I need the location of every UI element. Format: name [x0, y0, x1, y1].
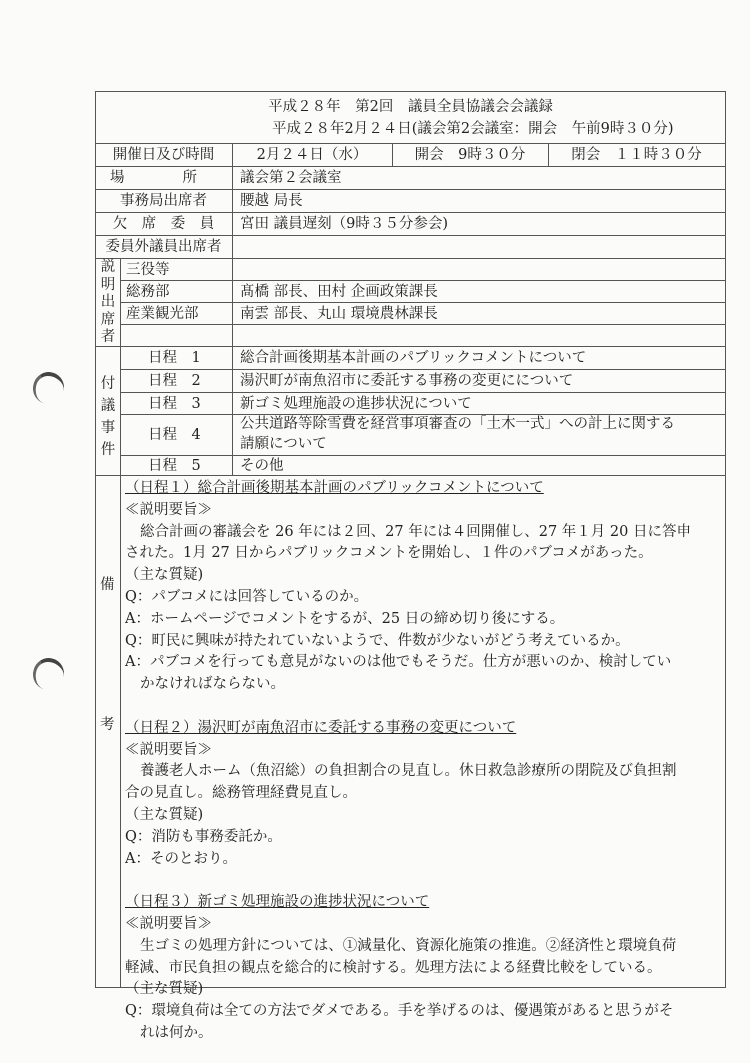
absent-value: 宮田 議員遅刻（9時３５分参会) [240, 216, 448, 232]
agenda-side-label: 付 議 事 件 [100, 376, 116, 458]
close-time: 閉会 １１時３０分 [571, 147, 702, 163]
question: Q：パブコメには回答しているのか。 [125, 588, 369, 605]
office-label: 事務局出席者 [120, 193, 207, 209]
section-heading: （日程１）総合計画後期基本計画のパブリックコメントについて [125, 480, 544, 496]
agenda-number: 日程 5 [148, 458, 201, 474]
remarks-side-label: 備 [100, 577, 115, 593]
absent-label: 欠 席 委 員 [112, 216, 215, 232]
place-label: 場 所 [110, 170, 197, 186]
agenda-topic: 公共道路等除雪費を経営事項審査の「土木一式」への計上に関する [240, 416, 675, 432]
agenda-topic: 湯沢町が南魚沼市に委託する事務の変更にについて [240, 373, 574, 389]
question: Q：環境負荷は全ての方法でダメである。手を挙げるのは、優遇策があると思うがそ [125, 1003, 674, 1020]
qa-label: （主な質疑) [125, 567, 204, 584]
explainers-side-label: 説 明 出 席 者 [100, 259, 116, 345]
summary-text: 総合計画の審議会を 26 年には２回、27 年には４回開催し、27 年１月 20 日に答申 [140, 523, 691, 540]
answer: A：ホームページでコメントをするが、25 日の締め切り後にする。 [125, 610, 565, 627]
qa-label: （主な質疑) [125, 981, 204, 998]
agenda-number: 日程 4 [148, 427, 201, 443]
summary-text: 合の見直し。総務管理経費見直し。 [125, 785, 357, 802]
explainer-names: 南雲 部長、丸山 環境農林課長 [240, 306, 438, 322]
agenda-topic: 総合計画後期基本計画のパブリックコメントについて [240, 350, 587, 366]
summary-text: 生ゴミの処理方針については、①減量化、資源化施策の推進。②経済性と環境負荷 [140, 937, 677, 954]
qa-label: （主な質疑) [125, 806, 204, 823]
office-value: 腰越 局長 [240, 193, 303, 209]
open-time: 開会 9時３０分 [414, 147, 526, 163]
summary-text: された。1月 27 日からパブリックコメントを開始し、１件のパブコメがあった。 [125, 545, 653, 562]
section-heading: （日程３）新ゴミ処理施設の進捗状況について [125, 894, 430, 911]
date-value: 2月２４日（水） [256, 147, 368, 163]
remarks-side-label: 考 [100, 717, 115, 733]
agenda-number: 日程 3 [148, 396, 201, 412]
section-heading: （日程２）湯沢町が南魚沼市に委託する事務の変更について [125, 719, 517, 736]
punch-hole-mark [29, 369, 67, 408]
answer-continued: かなければならない。 [140, 676, 285, 693]
document-title: 平成２８年 第2回 議員全員協議会会議録 [268, 99, 553, 115]
summary-text: 軽減、市民負担の観点を総合的に検討する。処理方法による経費比較をしている。 [125, 959, 662, 976]
summary-label: ≪説明要旨≫ [125, 501, 212, 518]
agenda-topic: その他 [240, 458, 284, 474]
explainer-dept: 三役等 [126, 262, 170, 278]
agenda-topic-continued: 請願について [240, 436, 327, 452]
agenda-topic: 新ゴミ処理施設の進捗状況について [240, 396, 472, 412]
document-subtitle: 平成２８年2月２４日(議会第2会議室：開会 午前9時３０分) [272, 121, 674, 137]
agenda-number: 日程 2 [148, 373, 201, 389]
remarks-body [125, 478, 720, 1045]
explainer-names: 髙橋 部長、田村 企画政策課長 [240, 284, 438, 300]
punch-hole-mark [29, 655, 67, 694]
summary-label: ≪説明要旨≫ [125, 741, 212, 758]
answer: A：パブコメを行っても意見がないのは他でもそうだ。仕方が悪いのか、検討してい [125, 654, 672, 671]
agenda-number: 日程 1 [148, 350, 201, 366]
answer: A：そのとおり。 [125, 850, 237, 867]
question-continued: れは何か。 [140, 1024, 213, 1041]
outside-attendees-label: 委員外議員出席者 [105, 239, 222, 255]
date-label: 開催日及び時間 [112, 147, 215, 163]
question: Q：町民に興味が持たれていないようで、件数が少ないがどう考えているか。 [125, 632, 630, 649]
explainer-dept: 総務部 [126, 284, 170, 300]
place-value: 議会第２会議室 [240, 170, 342, 186]
summary-text: 養護老人ホーム（魚沼総）の負担割合の見直し。休日救急診療所の閉院及び負担割 [140, 763, 677, 780]
summary-label: ≪説明要旨≫ [125, 915, 212, 932]
explainer-dept: 産業観光部 [126, 306, 199, 322]
question: Q：消防も事務委託か。 [125, 828, 282, 845]
